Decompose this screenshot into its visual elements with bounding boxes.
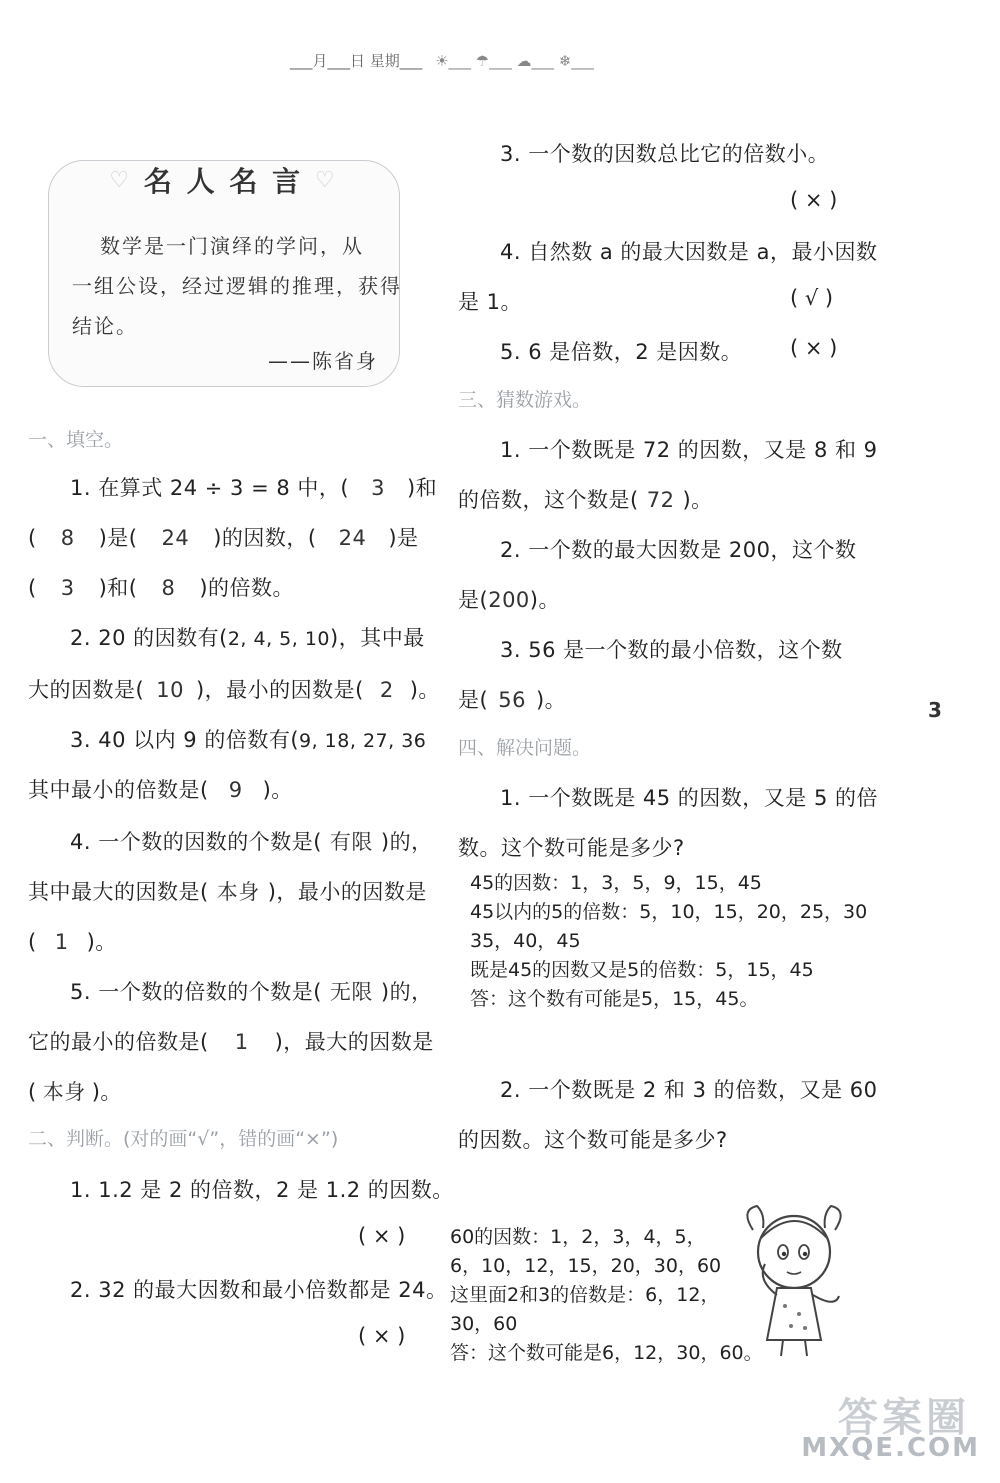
question-text: )。 bbox=[529, 588, 560, 612]
question-line bbox=[70, 724, 426, 754]
question-text: 是( bbox=[458, 588, 489, 612]
solution-line: 这里面2和3的倍数是：6，12， bbox=[450, 1284, 720, 1306]
judge-question: 是 1。 bbox=[458, 290, 523, 314]
question-text: )，最小的因数是( bbox=[195, 678, 364, 702]
answer-text: 8 bbox=[161, 576, 176, 600]
question-line bbox=[28, 1026, 434, 1056]
solution-line: 45的因数：1，3，5，9，15，45 bbox=[470, 872, 762, 894]
question-line: 3. 56 是一个数的最小倍数，这个数 bbox=[500, 638, 843, 662]
question-line bbox=[458, 484, 713, 514]
question-line bbox=[70, 622, 425, 652]
heart-icon: ♡ bbox=[314, 167, 335, 193]
answer-text: 200 bbox=[488, 588, 530, 612]
judge-question: 3. 一个数的因数总比它的倍数小。 bbox=[500, 142, 830, 166]
question-text: ( bbox=[28, 930, 37, 954]
watermark-logo: 答案圈 bbox=[838, 1395, 970, 1441]
sun-icon: ☀ bbox=[435, 52, 449, 70]
answer-text: 本身 bbox=[42, 1080, 86, 1104]
solution-line: 既是45的因数又是5的倍数：5，15，45 bbox=[470, 959, 814, 981]
judge-question: 2. 32 的最大因数和最小倍数都是 24。 bbox=[70, 1278, 448, 1302]
question-line: 1. 一个数既是 72 的因数，又是 8 和 9 bbox=[500, 438, 878, 462]
answer-text: 无限 bbox=[329, 980, 373, 1004]
quote-line: 结论。 bbox=[72, 314, 138, 338]
question-text: )。 bbox=[535, 688, 567, 712]
question-text: )的， bbox=[380, 980, 433, 1004]
rain-icon: ☂ bbox=[475, 52, 490, 70]
question-line: 的因数。这个数可能是多少? bbox=[458, 1128, 728, 1152]
answer-text: 9, 18, 27, 36 bbox=[299, 730, 427, 752]
answer-text: 2, 4, 5, 10 bbox=[227, 628, 330, 650]
answer-text: 2 bbox=[379, 678, 394, 702]
question-text: )和 bbox=[406, 476, 438, 500]
question-line: 2. 一个数的最大因数是 200，这个数 bbox=[500, 538, 857, 562]
solution-line: 6，10，12，15，20，30，60 bbox=[450, 1255, 722, 1277]
question-text: ( bbox=[28, 1080, 37, 1104]
judge-question: 4. 自然数 a 的最大因数是 a，最小因数 bbox=[500, 240, 878, 264]
quote-title-char: 人 bbox=[186, 165, 215, 198]
section-title-fill: 一、填空。 bbox=[28, 429, 124, 451]
answer-text: 有限 bbox=[329, 830, 373, 854]
date-line: ___月___日 星期___ ☀___ ☂___ ☁___ ❄___ bbox=[290, 52, 594, 70]
quote-author: ——陈省身 bbox=[268, 349, 378, 373]
question-line bbox=[458, 584, 560, 614]
question-text: 4. 一个数的因数的个数是( bbox=[70, 830, 322, 854]
answer-text: 8 bbox=[60, 526, 75, 550]
answer-text: 本身 bbox=[216, 880, 260, 904]
question-text: 3. 40 以内 9 的倍数有( bbox=[70, 728, 300, 752]
question-text: )，最小的因数是 bbox=[267, 880, 427, 904]
answer-text: 1 bbox=[54, 930, 69, 954]
watermark-url: MXQE.COM bbox=[801, 1433, 980, 1463]
snow-icon: ❄ bbox=[558, 52, 572, 70]
question-line: 2. 一个数既是 2 和 3 的倍数，又是 60 bbox=[500, 1078, 878, 1102]
question-line bbox=[70, 976, 433, 1006]
answer-text: 1 bbox=[234, 1030, 249, 1054]
answer-text: 10 bbox=[156, 678, 184, 702]
section-title-judge: 二、判断。(对的画“√”，错的画“×”) bbox=[28, 1128, 339, 1150]
question-text: ( bbox=[28, 526, 37, 550]
date-line-text: ___月___日 星期___ bbox=[290, 52, 423, 70]
judge-answer: ( √ ) bbox=[790, 286, 834, 310]
question-line bbox=[70, 472, 437, 502]
answer-text: 56 bbox=[498, 688, 526, 712]
solution-line: 60的因数：1，2，3，4，5， bbox=[450, 1226, 706, 1248]
quote-line: 一组公设，经过逻辑的推理，获得 bbox=[72, 274, 402, 298]
question-line: 数。这个数可能是多少? bbox=[458, 836, 685, 860]
judge-question: 1. 1.2 是 2 的倍数，2 是 1.2 的因数。 bbox=[70, 1178, 454, 1202]
question-line bbox=[70, 826, 433, 856]
question-text: 大的因数是( bbox=[28, 678, 145, 702]
quote-title-char: 言 bbox=[272, 165, 301, 198]
question-text: )。 bbox=[86, 930, 117, 954]
question-text: )，最大的因数是 bbox=[274, 1030, 434, 1054]
question-text: )。 bbox=[262, 778, 293, 802]
answer-text: 24 bbox=[338, 526, 367, 550]
judge-answer: ( × ) bbox=[790, 188, 838, 212]
question-text: 的倍数，这个数是( bbox=[458, 488, 639, 512]
question-text: )的倍数。 bbox=[199, 576, 295, 600]
question-text: )，其中最 bbox=[330, 626, 425, 650]
question-line bbox=[28, 1076, 122, 1106]
section-title-solve: 四、解决问题。 bbox=[458, 737, 592, 759]
answer-text: 72 bbox=[646, 488, 675, 512]
question-text: )。 bbox=[91, 1080, 122, 1104]
answer-text: 3 bbox=[60, 576, 75, 600]
cloud-icon: ☁ bbox=[516, 52, 532, 70]
quote-title-char: 名 bbox=[143, 165, 172, 198]
answer-text: 24 bbox=[161, 526, 190, 550]
quote-title bbox=[102, 160, 342, 200]
solution-line: 30，60 bbox=[450, 1313, 518, 1335]
question-text: 其中最小的倍数是( bbox=[28, 778, 209, 802]
question-text: 是( bbox=[458, 688, 489, 712]
question-text: )。 bbox=[409, 678, 440, 702]
question-line bbox=[458, 684, 566, 714]
question-text: 1. 在算式 24 ÷ 3 = 8 中，( bbox=[70, 476, 350, 500]
question-text: 5. 一个数的倍数的个数是( bbox=[70, 980, 322, 1004]
question-text: 2. 20 的因数有( bbox=[70, 626, 228, 650]
quote-title-char: 名 bbox=[229, 165, 258, 198]
question-text: 它的最小的倍数是( bbox=[28, 1030, 209, 1054]
question-line: 1. 一个数既是 45 的因数，又是 5 的倍 bbox=[500, 786, 878, 810]
question-line bbox=[28, 572, 294, 602]
question-line bbox=[28, 926, 117, 956]
judge-answer: ( × ) bbox=[358, 1224, 406, 1248]
page-number: 3 bbox=[928, 698, 942, 722]
answer-text: 3 bbox=[371, 476, 385, 500]
solution-line: 答：这个数可能是6，12，30，60。 bbox=[450, 1342, 763, 1364]
quote-line: 数学是一门演绎的学问，从 bbox=[100, 234, 364, 258]
judge-answer: ( × ) bbox=[790, 336, 838, 360]
question-text: )的， bbox=[380, 830, 433, 854]
solution-line: 45以内的5的倍数：5，10，15，20，25，30 bbox=[470, 901, 868, 923]
question-text: )的因数，( bbox=[213, 526, 317, 550]
question-line bbox=[28, 522, 419, 552]
question-line bbox=[28, 876, 427, 906]
solution-line: 35，40，45 bbox=[470, 930, 581, 952]
heart-icon: ♡ bbox=[109, 167, 130, 193]
section-title-guess: 三、猜数游戏。 bbox=[458, 389, 592, 411]
solution-line: 答：这个数有可能是5，15，45。 bbox=[470, 988, 759, 1010]
question-text: )是 bbox=[388, 526, 419, 550]
question-text: )。 bbox=[682, 488, 713, 512]
question-line bbox=[28, 674, 440, 704]
question-text: 其中最大的因数是( bbox=[28, 880, 209, 904]
judge-question: 5. 6 是倍数，2 是因数。 bbox=[500, 340, 743, 364]
question-line bbox=[28, 774, 293, 804]
question-text: )是( bbox=[98, 526, 138, 550]
question-text: ( bbox=[28, 576, 37, 600]
cartoon-girl-illustration bbox=[735, 1200, 855, 1360]
answer-text: 9 bbox=[228, 778, 243, 802]
question-text: )和( bbox=[98, 576, 138, 600]
judge-answer: ( × ) bbox=[358, 1324, 406, 1348]
